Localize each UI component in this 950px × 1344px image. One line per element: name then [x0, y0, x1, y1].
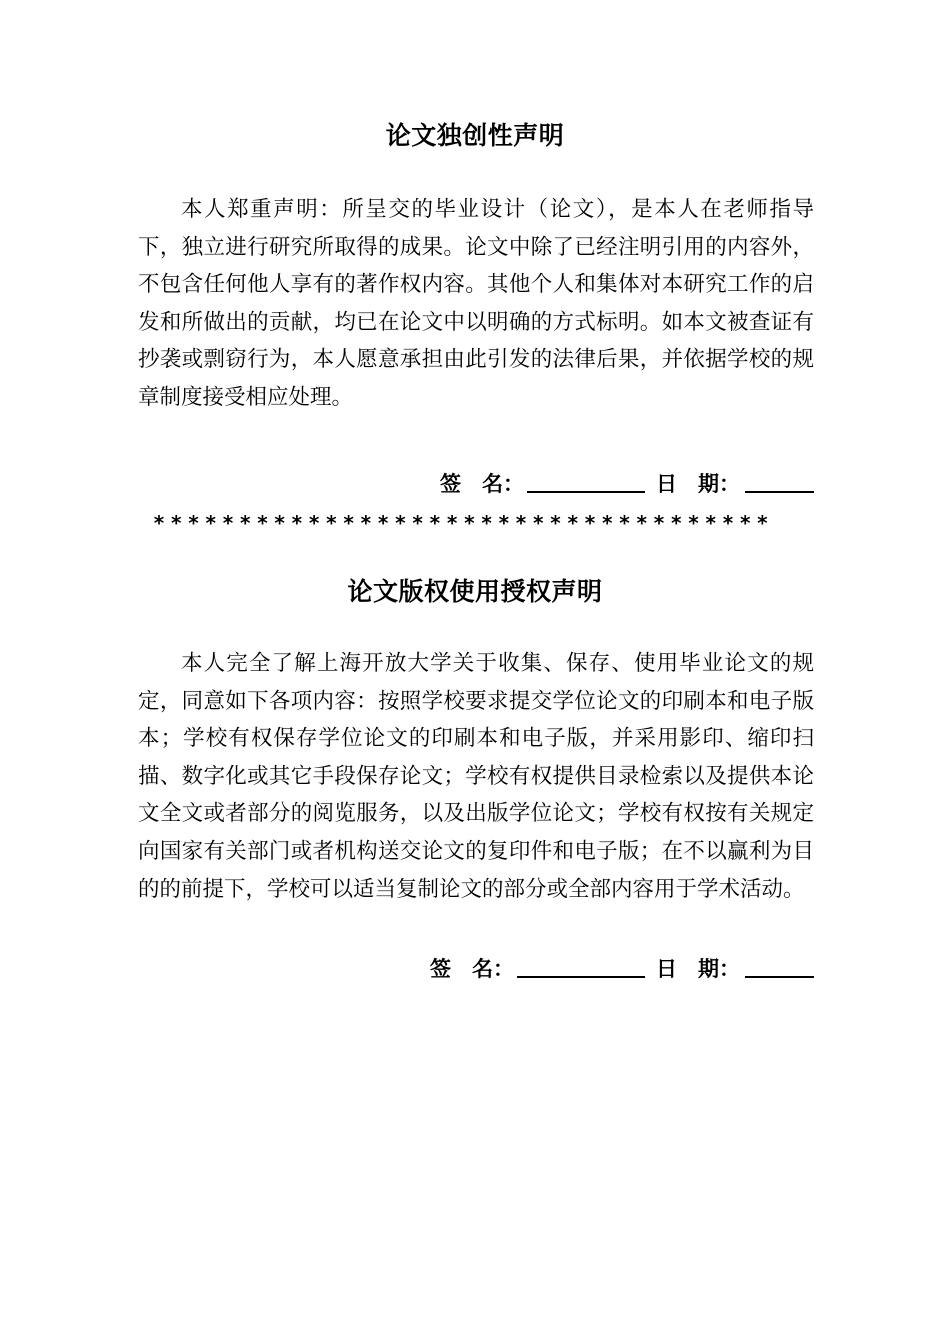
- originality-title: 论文独创性声明: [385, 121, 565, 150]
- originality-body: 本人郑重声明：所呈交的毕业设计（论文），是本人在老师指导下，独立进行研究所取得的成果。论文中除了已经注明引用的内容外，不包含任何他人享有的著作权内容。其他个人和集体对本研究工作的启发和所做出的贡献，均已在论文中以明确的方式标明。如本文被查证有抄袭或剽窃行为，本人愿意承担由此引发的法律后果，并依据学校的规章制度接受相应处理。: [138, 197, 814, 410]
- copyright-signature-label: 签 名：: [430, 957, 514, 981]
- copyright-signature-field[interactable]: [517, 976, 645, 978]
- originality-date-label: 日 期：: [656, 472, 740, 496]
- section-separator: ************************************: [153, 511, 774, 535]
- copyright-date-field[interactable]: [745, 976, 814, 978]
- originality-date-field[interactable]: [745, 491, 814, 493]
- originality-signature-field[interactable]: [527, 491, 645, 493]
- copyright-title: 论文版权使用授权声明: [347, 577, 603, 606]
- copyright-body: 本人完全了解上海开放大学关于收集、保存、使用毕业论文的规定，同意如下各项内容：按照学校要求提交学位论文的印刷本和电子版本；学校有权保存学位论文的印刷本和电子版，并采用影印、缩印扫描、数字化或其它手段保存论文；学校有权提供目录检索以及提供本论文全文或者部分的阅览服务，以及出版学位论文；学校有权按有关规定向国家有关部门或者机构送交论文的复印件和电子版；在不以赢利为目的的前提下，学校可以适当复制论文的部分或全部内容用于学术活动。: [138, 651, 814, 902]
- copyright-date-label: 日 期：: [656, 957, 740, 981]
- originality-signature-label: 签 名：: [440, 472, 524, 496]
